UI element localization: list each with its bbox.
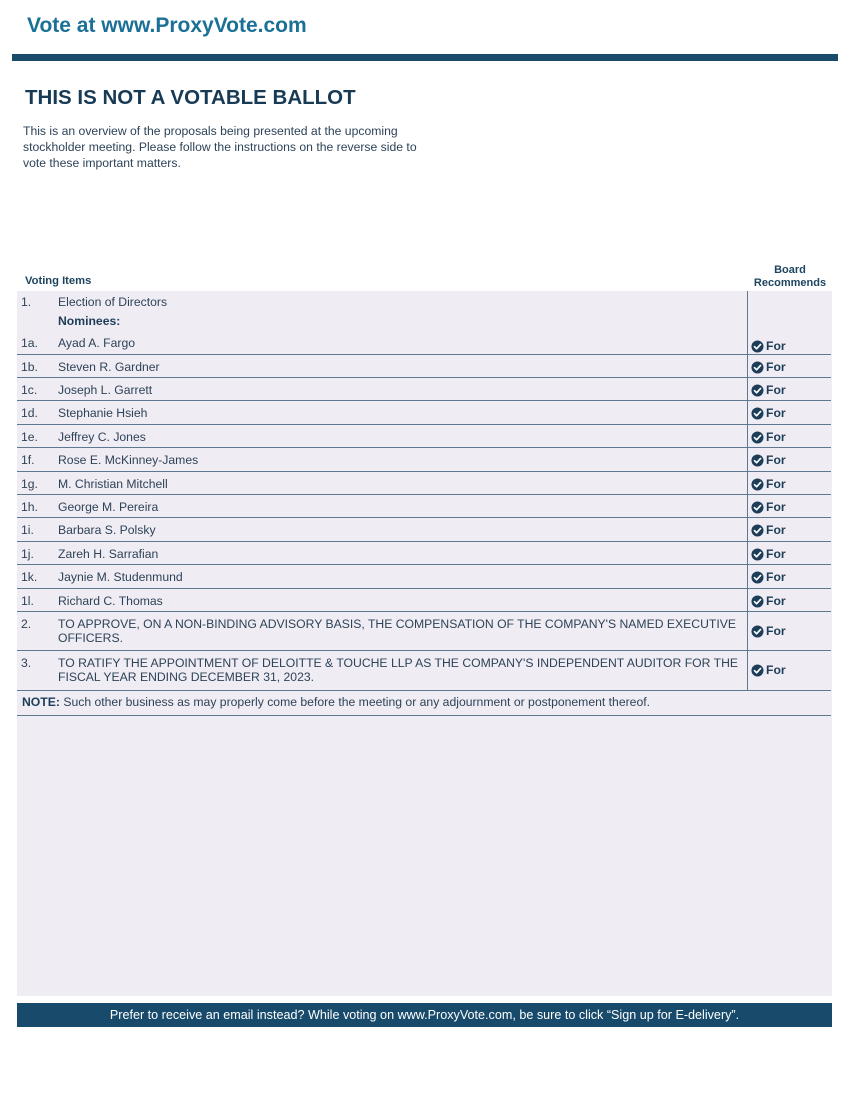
nominee-name: Jaynie M. Studenmund	[58, 570, 183, 584]
board-recommendation	[751, 663, 786, 677]
recommendation-label: For	[766, 477, 786, 491]
board-recommendation	[751, 624, 786, 638]
column-divider	[747, 542, 748, 565]
item-2-row	[17, 612, 831, 651]
nominee-name: Steven R. Gardner	[58, 360, 160, 374]
check-circle-icon	[751, 340, 764, 353]
nominee-number: 1e.	[21, 430, 38, 444]
column-divider	[747, 291, 748, 337]
nominees-label: Nominees:	[58, 314, 121, 328]
board-recommendation	[751, 500, 786, 514]
column-divider	[747, 495, 748, 518]
nominee-row	[17, 378, 831, 401]
item-text: TO APPROVE, ON A NON-BINDING ADVISORY BASIS, THE COMPENSATION OF THE COMPANY'S NAMED EXECUTIVE OFFICERS.	[58, 617, 736, 645]
nominee-row	[17, 565, 831, 589]
board-recommendation	[751, 547, 786, 561]
board-recommendation	[751, 477, 786, 491]
nominee-number: 1h.	[21, 500, 38, 514]
nominee-row	[17, 495, 831, 518]
check-circle-icon	[751, 361, 764, 374]
page-title: THIS IS NOT A VOTABLE BALLOT	[25, 86, 356, 109]
item-number: 2.	[21, 617, 32, 631]
nominee-name: Barbara S. Polsky	[58, 523, 156, 537]
column-header-board-recommends	[748, 264, 832, 290]
board-recommendation	[751, 383, 786, 397]
recommendation-label: For	[766, 339, 786, 353]
nominee-number: 1i.	[21, 523, 34, 537]
column-divider	[747, 336, 748, 355]
item-text: TO RATIFY THE APPOINTMENT OF DELOITTE & TOUCHE LLP AS THE COMPANY'S INDEPENDENT AUDITOR FOR THE FISCAL YEAR ENDING DECEMBER 31, 2023.	[58, 656, 738, 684]
nominee-row	[17, 589, 831, 612]
recommendation-label: For	[766, 547, 786, 561]
recommendation-label: For	[766, 453, 786, 467]
column-divider	[747, 425, 748, 448]
board-label: Board	[774, 264, 806, 276]
nominee-number: 1c.	[21, 383, 38, 397]
nominee-row	[17, 542, 831, 565]
item-1-row	[17, 291, 831, 336]
nominee-name: Stephanie Hsieh	[58, 406, 148, 420]
recommendation-label: For	[766, 500, 786, 514]
column-header-voting-items: Voting Items	[25, 275, 92, 287]
nominee-name: Jeffrey C. Jones	[58, 430, 146, 444]
board-recommendation	[751, 594, 786, 608]
nominee-name: Rose E. McKinney-James	[58, 453, 199, 467]
nominee-number: 1j.	[21, 547, 34, 561]
check-circle-icon	[751, 431, 764, 444]
item-number: 1.	[21, 295, 32, 309]
recommendation-label: For	[766, 383, 786, 397]
column-divider	[747, 518, 748, 542]
nominee-row	[17, 472, 831, 495]
nominee-name: Joseph L. Garrett	[58, 383, 153, 397]
board-recommendation	[751, 406, 786, 420]
nominee-number: 1k.	[21, 570, 38, 584]
nominee-row	[17, 448, 831, 472]
nominee-number: 1d.	[21, 406, 38, 420]
item-label: Election of Directors	[58, 295, 168, 309]
board-recommendation	[751, 453, 786, 467]
check-circle-icon	[751, 595, 764, 608]
nominee-name: George M. Pereira	[58, 500, 159, 514]
board-recommendation	[751, 360, 786, 374]
recommendation-label: For	[766, 523, 786, 537]
check-circle-icon	[751, 407, 764, 420]
check-circle-icon	[751, 571, 764, 584]
nominee-number: 1b.	[21, 360, 38, 374]
item-number: 3.	[21, 656, 32, 670]
board-recommendation	[751, 523, 786, 537]
nominee-name: M. Christian Mitchell	[58, 477, 168, 491]
column-divider	[747, 355, 748, 378]
recommendation-label: For	[766, 594, 786, 608]
intro-text: This is an overview of the proposals being presented at the upcoming stockholder meeting. Please follow the instructions on the reverse side to vote these important matters.	[23, 124, 417, 170]
nominee-row	[17, 355, 831, 378]
check-circle-icon	[751, 501, 764, 514]
note-label: NOTE:	[22, 695, 60, 709]
check-circle-icon	[751, 478, 764, 491]
nominee-row	[17, 336, 831, 355]
nominee-name: Zareh H. Sarrafian	[58, 547, 159, 561]
check-circle-icon	[751, 664, 764, 677]
nominee-name: Ayad A. Fargo	[58, 336, 136, 350]
column-divider	[747, 448, 748, 472]
check-circle-icon	[751, 524, 764, 537]
recommendation-label: For	[766, 624, 786, 638]
note	[22, 695, 650, 709]
nominee-number: 1g.	[21, 477, 38, 491]
check-circle-icon	[751, 454, 764, 467]
check-circle-icon	[751, 384, 764, 397]
column-divider	[747, 589, 748, 612]
nominee-name: Richard C. Thomas	[58, 594, 163, 608]
proxyvote-link[interactable]: Vote at www.ProxyVote.com	[27, 14, 307, 37]
recommendation-label: For	[766, 360, 786, 374]
board-recommendation	[751, 430, 786, 444]
e-delivery-banner: Prefer to receive an email instead? While voting on www.ProxyVote.com, be sure to click “Sign up for E-delivery”.	[17, 1003, 832, 1027]
check-circle-icon	[751, 625, 764, 638]
column-divider	[747, 378, 748, 401]
column-divider	[747, 651, 748, 691]
nominee-row	[17, 518, 831, 542]
header-divider	[12, 54, 838, 61]
recommends-label: Recommends	[753, 277, 827, 289]
nominee-number: 1f.	[21, 453, 35, 467]
column-divider	[747, 401, 748, 425]
note-text: Such other business as may properly come before the meeting or any adjournment or postponement thereof.	[63, 695, 650, 709]
recommendation-label: For	[766, 570, 786, 584]
column-divider	[747, 472, 748, 495]
recommendation-label: For	[766, 663, 786, 677]
nominee-number: 1a.	[21, 336, 38, 350]
nominee-row	[17, 401, 831, 425]
note-divider	[17, 715, 831, 716]
column-divider	[747, 612, 748, 651]
nominee-number: 1l.	[21, 594, 34, 608]
item-3-row	[17, 651, 831, 691]
board-recommendation	[751, 570, 786, 584]
board-recommendation	[751, 339, 786, 353]
recommendation-label: For	[766, 430, 786, 444]
nominee-row	[17, 425, 831, 448]
recommendation-label: For	[766, 406, 786, 420]
column-divider	[747, 565, 748, 589]
check-circle-icon	[751, 548, 764, 561]
